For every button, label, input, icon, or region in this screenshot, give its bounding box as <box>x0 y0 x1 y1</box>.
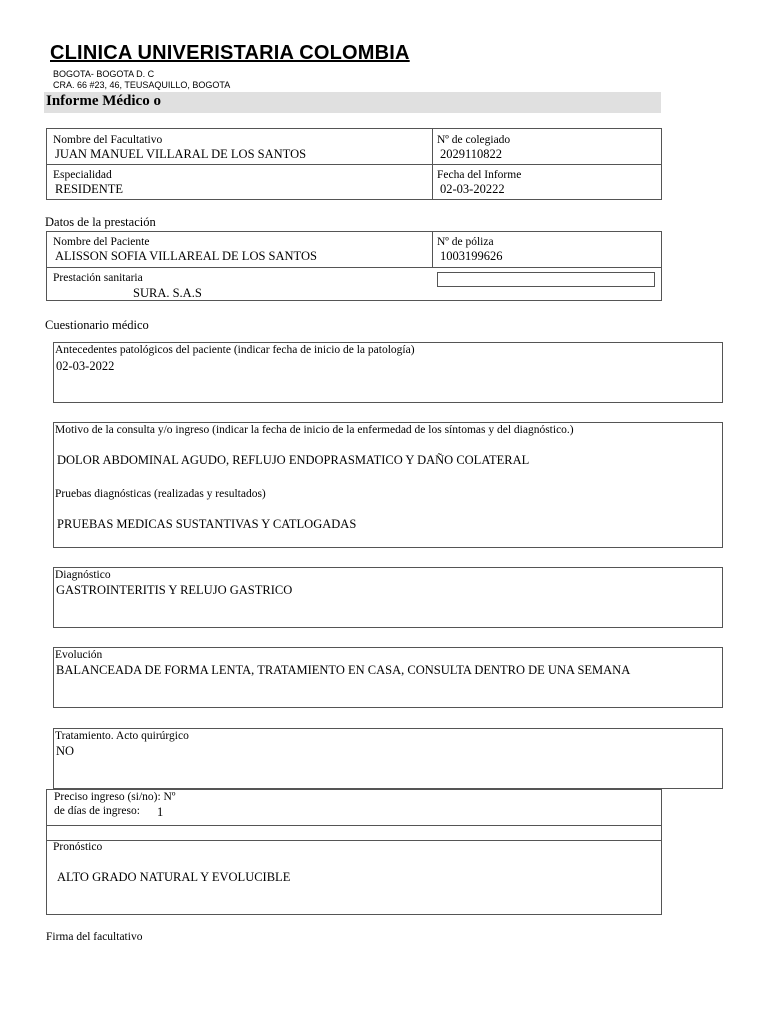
provider-input-box[interactable] <box>437 272 655 287</box>
license-value: 2029110822 <box>440 147 503 161</box>
evolution-label: Evolución <box>55 649 103 661</box>
report-date-value: 02-03-20222 <box>440 182 505 196</box>
prognosis-value: ALTO GRADO NATURAL Y EVOLUCIBLE <box>57 870 291 884</box>
policy-value: 1003199626 <box>440 249 503 263</box>
specialty-label: Especialidad <box>53 169 112 181</box>
address-line-1: BOGOTA- BOGOTA D. C <box>53 69 155 79</box>
policy-label: Nº de póliza <box>437 236 494 248</box>
report-date-label: Fecha del Informe <box>437 169 522 181</box>
treatment-label: Tratamiento. Acto quirúrgico <box>55 730 189 742</box>
admission-label: Preciso ingreso (si/no): Nº <box>54 791 176 803</box>
reason-value: DOLOR ABDOMINAL AGUDO, REFLUJO ENDOPRASMATICO Y DAÑO COLATERAL <box>57 453 530 467</box>
evolution-box <box>53 647 723 708</box>
clinic-name: CLINICA UNIVERISTARIA COLOMBIA <box>50 42 410 64</box>
signature-label: Firma del facultativo <box>46 931 143 943</box>
specialty-value: RESIDENTE <box>55 182 124 196</box>
service-table <box>46 231 662 301</box>
evolution-value: BALANCEADA DE FORMA LENTA, TRATAMIENTO EN CASA, CONSULTA DENTRO DE UNA SEMANA <box>56 663 631 677</box>
diagnosis-box <box>53 567 723 628</box>
report-title-bar <box>44 92 661 113</box>
diagnosis-value: GASTROINTERITIS Y RELUJO GASTRICO <box>56 583 293 597</box>
physician-table <box>46 128 662 200</box>
address-line-2: CRA. 66 #23, 46, TEUSAQUILLO, BOGOTA <box>53 80 231 90</box>
license-label: Nº de colegiado <box>437 134 511 146</box>
provider-value: SURA. S.A.S <box>133 286 202 300</box>
provider-label: Prestación sanitaria <box>53 272 143 284</box>
admission-prognosis-table <box>46 789 662 915</box>
history-value: 02-03-2022 <box>56 359 115 373</box>
patient-name-value: ALISSON SOFIA VILLAREAL DE LOS SANTOS <box>55 249 317 263</box>
prognosis-label: Pronóstico <box>53 841 103 853</box>
tests-value: PRUEBAS MEDICAS SUSTANTIVAS Y CATLOGADAS <box>57 517 357 531</box>
diagnosis-label: Diagnóstico <box>55 569 111 581</box>
treatment-value: NO <box>56 744 75 758</box>
service-section-title: Datos de la prestación <box>45 215 156 229</box>
reason-box <box>53 422 723 548</box>
report-title: Informe Médico o <box>46 93 161 109</box>
admission-days-label: de días de ingreso: <box>54 805 140 817</box>
reason-label: Motivo de la consulta y/o ingreso (indicar la fecha de inicio de la enfermedad de los síntomas y del diagnóstico.) <box>55 424 574 436</box>
history-box <box>53 342 723 403</box>
admission-days-value: 1 <box>157 805 164 819</box>
physician-name-label: Nombre del Facultativo <box>53 134 163 146</box>
history-label: Antecedentes patológicos del paciente (indicar fecha de inicio de la patología) <box>55 344 415 356</box>
treatment-box <box>53 728 723 789</box>
physician-name-value: JUAN MANUEL VILLARAL DE LOS SANTOS <box>55 147 307 161</box>
tests-label: Pruebas diagnósticas (realizadas y resultados) <box>55 488 266 500</box>
patient-name-label: Nombre del Paciente <box>53 236 150 248</box>
questionnaire-section-title: Cuestionario médico <box>45 318 149 332</box>
